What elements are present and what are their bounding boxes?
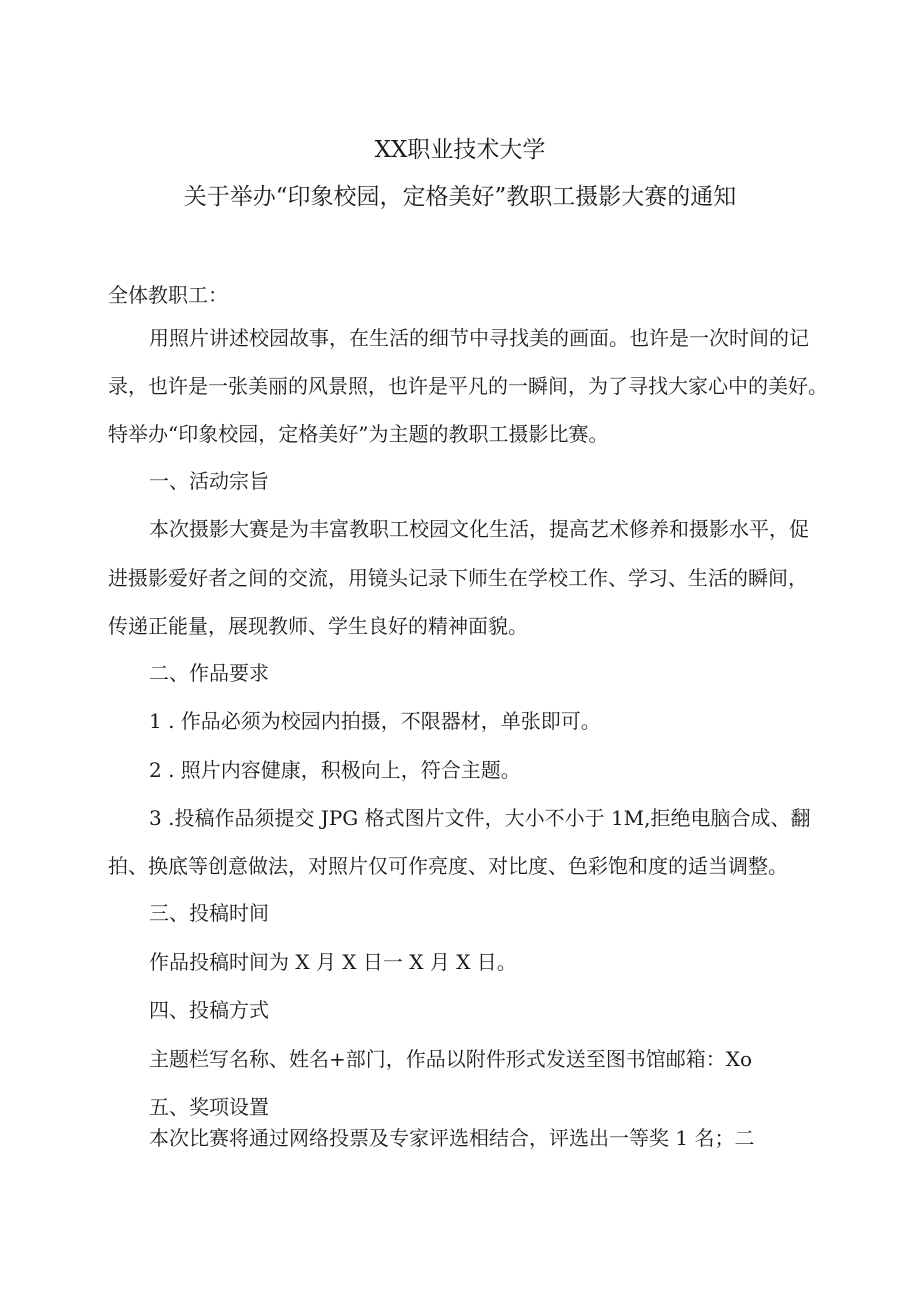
intro-line-3: 特举办“印象校园，定格美好”为主题的教职工摄影比赛。 [108, 422, 609, 446]
university-name: XX职业技术大学 [374, 137, 546, 163]
section-heading-purpose: 一、活动宗旨 [149, 469, 269, 493]
intro-line-1: 用照片讲述校园故事，在生活的细节中寻找美的画面。也许是一次时间的记 [149, 326, 809, 350]
awards-text: 本次比赛将通过网络投票及专家评选相结合，评选出一等奖 1 名；二 [149, 1126, 755, 1150]
intro-line-2: 录，也许是一张美丽的风景照，也许是平凡的一瞬间，为了寻找大家心中的美好。 [108, 374, 828, 398]
requirement-item-1: 1 . 作品必须为校园内拍摄，不限器材，单张即可。 [149, 709, 601, 733]
salutation: 全体教职工： [108, 283, 228, 307]
method-text: 主题栏写名称、姓名+部门，作品以附件形式发送至图书馆邮箱：Xo [149, 1047, 753, 1071]
time-text: 作品投稿时间为 X 月 X 日一 X 月 X 日。 [149, 950, 517, 974]
section-heading-time: 三、投稿时间 [149, 901, 269, 925]
requirement-item-3: 3 .投稿作品须提交 JPG 格式图片文件，大小不小于 1M,拒绝电脑合成、翻 [149, 806, 811, 830]
section-heading-awards: 五、奖项设置 [149, 1095, 269, 1119]
purpose-line-1: 本次摄影大赛是为丰富教职工校园文化生活，提高艺术修养和摄影水平，促 [149, 517, 809, 541]
purpose-line-2: 进摄影爱好者之间的交流，用镜头记录下师生在学校工作、学习、生活的瞬间， [108, 566, 808, 590]
requirement-item-3-cont: 拍、换底等创意做法，对照片仅可作亮度、对比度、色彩饱和度的适当调整。 [108, 854, 788, 878]
requirement-item-2: 2 . 照片内容健康，积极向上，符合主题。 [149, 758, 521, 782]
section-heading-method: 四、投稿方式 [149, 998, 269, 1022]
section-heading-requirements: 二、作品要求 [149, 661, 269, 685]
purpose-line-3: 传递正能量，展现教师、学生良好的精神面貌。 [108, 614, 528, 638]
notice-title: 关于举办“印象校园，定格美好”教职工摄影大赛的通知 [183, 184, 737, 210]
